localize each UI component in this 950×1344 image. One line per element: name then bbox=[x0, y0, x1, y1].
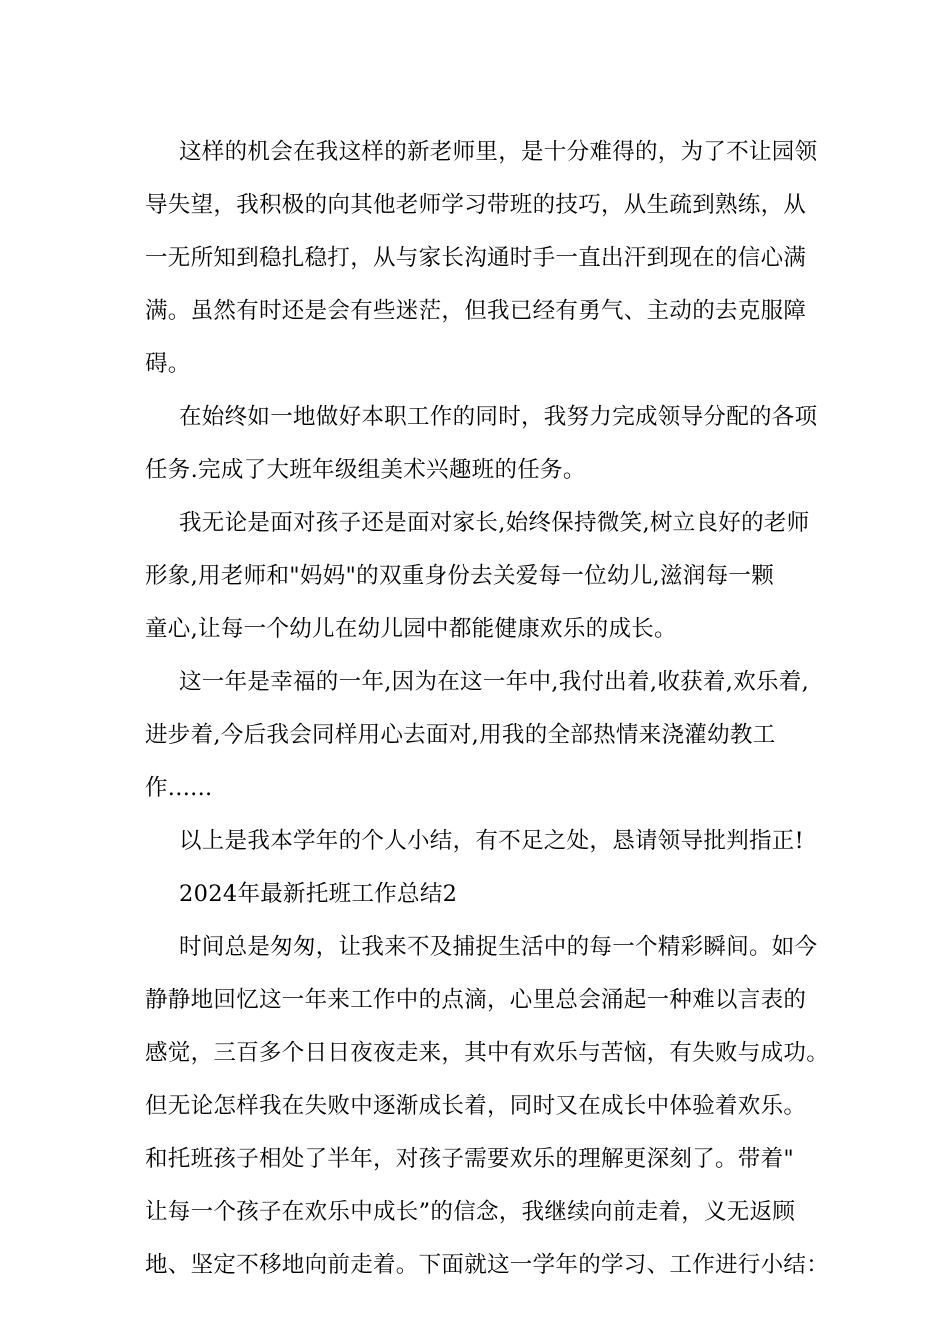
text-line: 作...... bbox=[145, 775, 213, 801]
text-line: 在始终如一地做好本职工作的同时，我努力完成领导分配的各项 bbox=[179, 404, 818, 430]
text-line: 感觉，三百多个日日夜夜走来，其中有欢乐与苦恼，有失败与成功。 bbox=[145, 1040, 830, 1066]
text-line: 满。虽然有时还是会有些迷茫，但我已经有勇气、主动的去克服障 bbox=[145, 298, 807, 324]
text-line: 以上是我本学年的个人小结，有不足之处，恳请领导批判指正! bbox=[179, 828, 804, 854]
text-line: 童心,让每一个幼儿在幼儿园中都能健康欢乐的成长。 bbox=[145, 616, 677, 642]
text-line: 形象,用老师和"妈妈"的双重身份去关爱每一位幼儿,滋润每一颗 bbox=[145, 563, 775, 589]
text-line: 和托班孩子相处了半年，对孩子需要欢乐的理解更深刻了。带着" bbox=[145, 1146, 795, 1172]
text-line: 这一年是幸福的一年,因为在这一年中,我付出着,收获着,欢乐着, bbox=[179, 669, 810, 695]
text-line: 地、坚定不移地向前走着。下面就这一学年的学习、工作进行小结： bbox=[145, 1252, 830, 1278]
text-line: 这样的机会在我这样的新老师里，是十分难得的，为了不让园领 bbox=[179, 139, 818, 165]
text-line: 但无论怎样我在失败中逐渐成长着，同时又在成长中体验着欢乐。 bbox=[145, 1093, 807, 1119]
text-line: 一无所知到稳扎稳打，从与家长沟通时手一直出汗到现在的信心满 bbox=[145, 245, 807, 271]
text-line: 让每一个孩子在欢乐中成长”的信念，我继续向前走着，义无返顾 bbox=[145, 1199, 796, 1225]
text-line: 任务.完成了大班年级组美术兴趣班的任务。 bbox=[145, 457, 586, 483]
text-line: 我无论是面对孩子还是面对家长,始终保持微笑,树立良好的老师 bbox=[179, 510, 810, 536]
text-line: 进步着,今后我会同样用心去面对,用我的全部热情来浇灌幼教工 bbox=[145, 722, 776, 748]
text-line: 时间总是匆匆，让我来不及捕捉生活中的每一个精彩瞬间。如今 bbox=[179, 934, 818, 960]
text-line: 导失望，我积极的向其他老师学习带班的技巧，从生疏到熟练，从 bbox=[145, 192, 807, 218]
section-heading: 2024年最新托班工作总结2 bbox=[179, 881, 458, 907]
text-line: 静静地回忆这一年来工作中的点滴，心里总会涌起一种难以言表的 bbox=[145, 987, 807, 1013]
text-line: 碍。 bbox=[145, 351, 191, 377]
document-body bbox=[145, 130, 830, 1296]
